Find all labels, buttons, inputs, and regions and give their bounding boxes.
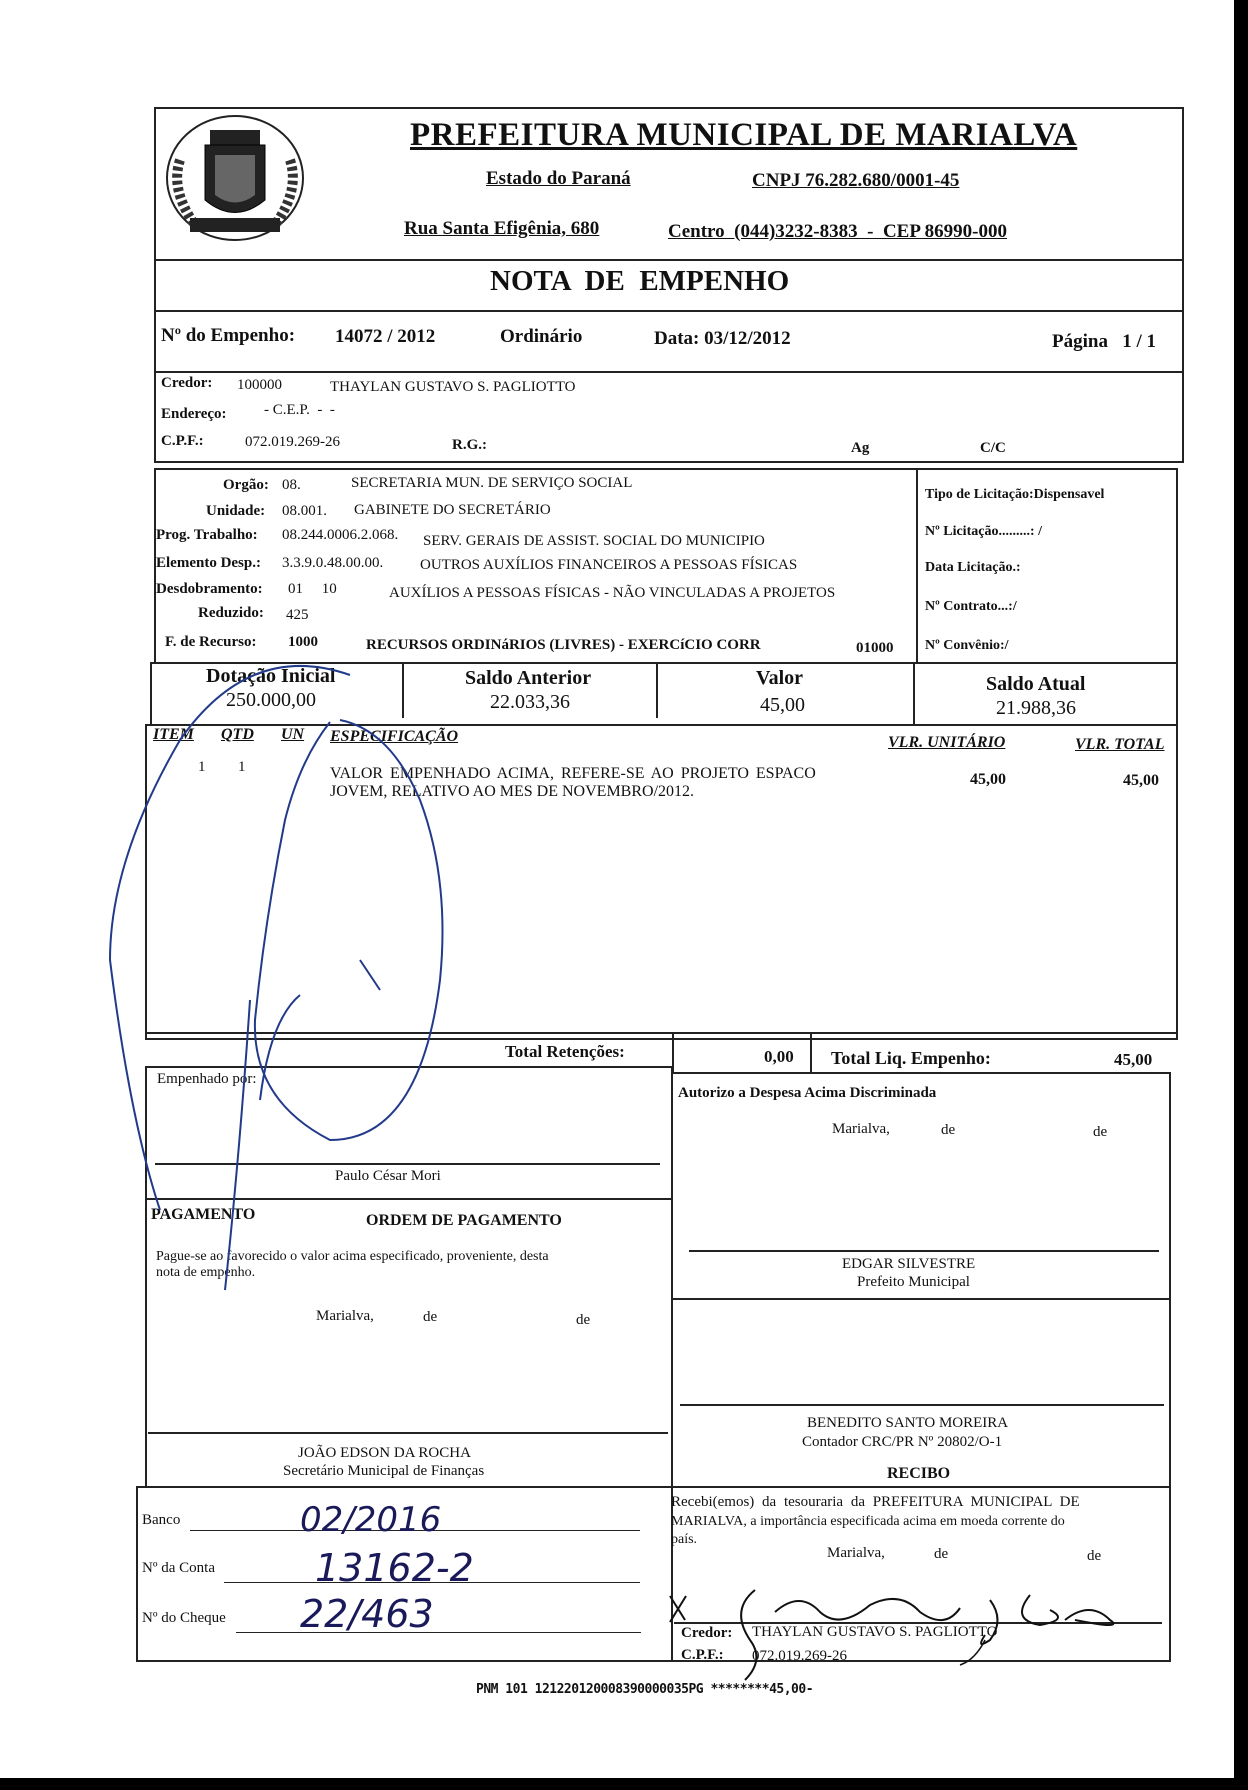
col-item: ITEM [153,726,194,743]
recibo-cpf-label: C.P.F.: [681,1647,724,1663]
recibo-credor-name: THAYLAN GUSTAVO S. PAGLIOTTO [752,1624,998,1640]
recibo-cpf-value: 072.019.269-26 [752,1648,847,1664]
contador-name: BENEDITO SANTO MOREIRA [807,1415,1009,1431]
orgao-desc: SECRETARIA MUN. DE SERVIÇO SOCIAL [351,475,633,491]
numero-licitacao: Nº Licitação.........: / [925,524,1042,539]
item-number: 1 [198,759,206,775]
data-licitacao: Data Licitação.: [925,560,1021,575]
saldo-atual-value: 21.988,36 [996,697,1076,719]
item-vlr-unit: 45,00 [970,771,1006,788]
cpf-value: 072.019.269-26 [245,434,340,450]
desd-label: Desdobramento: [156,581,263,597]
autorizo-de1: de [941,1122,956,1138]
reduzido-label: Reduzido: [198,605,264,621]
banco-label: Banco [142,1512,181,1528]
pagamento-city: Marialva, [316,1308,374,1324]
recibo-text-2: MARIALVA, a importância especificada acima em moeda corrente do [671,1514,1065,1529]
elem-desc: OUTROS AUXÍLIOS FINANCEIROS A PESSOAS FÍSICAS [420,557,798,573]
state-label: Estado do Paraná [486,168,631,189]
endereco-label: Endereço: [161,406,227,422]
convenio: Nº Convênio:/ [925,638,1009,653]
valor-label: Valor [756,667,804,689]
saldo-anterior-value: 22.033,36 [490,691,570,713]
autorizo-label: Autorizo a Despesa Acima Discriminada [678,1085,937,1101]
credor-name: THAYLAN GUSTAVO S. PAGLIOTTO [330,379,576,395]
fonte-label: F. de Recurso: [165,634,257,650]
rg-label: R.G.: [452,437,487,453]
doc-title: NOTA DE EMPENHO [490,265,790,297]
saldo-anterior-label: Saldo Anterior [465,667,592,689]
cheque-label: Nº do Cheque [142,1610,226,1626]
elem-code: 3.3.9.0.48.00.00. [282,555,384,571]
empenho-number: 14072 / 2012 [335,326,436,347]
pagamento-de1: de [423,1309,438,1325]
tipo-licitacao-text: Tipo de Licitação:Dispensavel [925,487,1105,502]
cpf-label: C.P.F.: [161,433,204,449]
recibo-de1: de [934,1546,949,1562]
conta-label: Nº da Conta [142,1560,215,1576]
empenho-date: Data: 03/12/2012 [654,328,791,349]
autorizo-de2: de [1093,1124,1108,1140]
cnpj-label: CNPJ 76.282.680/0001-45 [752,170,960,191]
fonte-desc: RECURSOS ORDINáRIOS (LIVRES) - EXERCíCIO CORR [366,637,761,653]
ag-label: Ag [851,440,870,456]
financas-name: JOÃO EDSON DA ROCHA [298,1445,471,1461]
col-qtd: QTD [221,726,254,743]
pagamento-text-2: nota de empenho. [156,1265,256,1280]
retencoes-label: Total Retenções: [505,1042,625,1061]
contrato: Nº Contrato...:/ [925,599,1017,614]
saldo-atual-label: Saldo Atual [986,673,1086,695]
empenho-label: Nº do Empenho: [161,325,296,346]
page-title: PREFEITURA MUNICIPAL DE MARIALVA [410,117,1078,153]
retencoes-value: 0,00 [764,1047,794,1066]
recibo-title: RECIBO [887,1465,951,1482]
reduzido-value: 425 [286,607,309,623]
empenhado-label: Empenhado por: [157,1071,257,1087]
unidade-code: 08.001. [282,503,327,519]
endereco-value: - C.E.P. - - [264,402,335,418]
recibo-de2: de [1087,1548,1102,1564]
prefeito-name: EDGAR SILVESTRE [842,1256,976,1272]
empenhado-name: Paulo César Mori [335,1168,441,1184]
unidade-label: Unidade: [206,503,266,519]
page-number: Página 1 / 1 [1052,331,1156,352]
item-vlr-total: 45,00 [1123,772,1159,789]
recibo-credor-label: Credor: [681,1625,733,1641]
autorizo-city: Marialva, [832,1121,890,1137]
contador-role: Contador CRC/PR Nº 20802/O-1 [802,1434,1003,1450]
col-vlr-total: VLR. TOTAL [1075,736,1165,753]
desd-desc: AUXÍLIOS A PESSOAS FÍSICAS - NÃO VINCULADAS A PROJETOS [389,585,836,601]
cc-label: C/C [980,440,1006,456]
pagamento-text-1: Pague-se ao favorecido o valor acima especificado, proveniente, desta [156,1249,549,1264]
prog-label: Prog. Trabalho: [156,527,258,543]
item-qtd: 1 [238,759,246,775]
orgao-code: 08. [282,477,301,493]
conta-handwriting: 13162-2 [315,1546,474,1590]
credor-code: 100000 [237,377,282,393]
col-vlr-unit: VLR. UNITÁRIO [888,734,1006,751]
desd-code: 01 10 [288,581,337,597]
col-espec: ESPECIFICAÇÃO [330,728,459,745]
recibo-text-1: Recebi(emos) da tesouraria da PREFEITURA MUNICIPAL DE [671,1494,1080,1510]
cheque-handwriting: 22/463 [300,1592,434,1636]
financas-role: Secretário Municipal de Finanças [283,1463,485,1479]
ordem-pagamento-title: ORDEM DE PAGAMENTO [366,1212,562,1229]
elem-label: Elemento Desp.: [156,555,261,571]
fonte-num: 01000 [856,640,894,656]
banco-handwriting: 02/2016 [300,1500,442,1540]
prog-code: 08.244.0006.2.068. [282,527,399,543]
empenho-type: Ordinário [500,326,583,347]
dotacao-value: 250.000,00 [226,689,316,711]
liq-empenho-label: Total Liq. Empenho: [831,1048,991,1068]
footer-barcode-text: PNM 101 121220120008390000035PG ********45,00- [476,1682,814,1697]
unidade-desc: GABINETE DO SECRETÁRIO [354,502,551,518]
contact-label: Centro (044)3232-8383 - CEP 86990-000 [668,221,1007,242]
recibo-city: Marialva, [827,1545,885,1561]
credor-label: Credor: [161,375,213,391]
item-desc-line2: JOVEM, RELATIVO AO MES DE NOVEMBRO/2012. [330,783,695,800]
dotacao-label: Dotação Inicial [206,665,336,687]
valor-value: 45,00 [760,694,805,716]
pagamento-label: PAGAMENTO [151,1206,256,1223]
address-label: Rua Santa Efigênia, 680 [404,218,600,239]
orgao-label: Orgão: [223,477,269,493]
liq-empenho-value: 45,00 [1114,1050,1153,1069]
col-un: UN [281,726,305,743]
recibo-text-3: país. [671,1532,698,1547]
prog-desc: SERV. GERAIS DE ASSIST. SOCIAL DO MUNICIPIO [423,533,765,549]
prefeito-role: Prefeito Municipal [857,1274,970,1290]
item-desc-line1: VALOR EMPENHADO ACIMA, REFERE-SE AO PROJETO ESPACO [330,765,816,782]
pagamento-de2: de [576,1312,591,1328]
fonte-code: 1000 [288,634,318,650]
